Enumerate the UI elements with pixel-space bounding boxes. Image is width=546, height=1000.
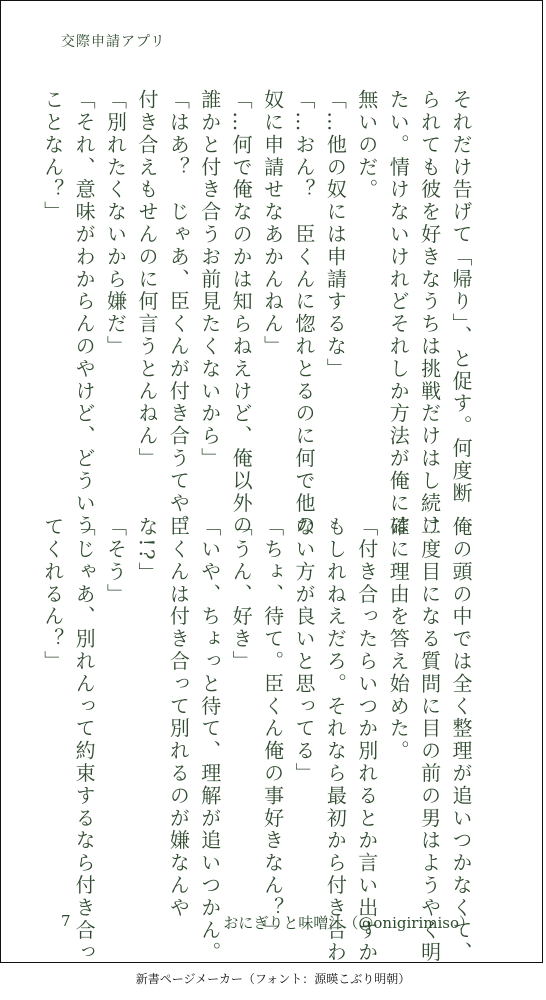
text-line: 「そう」 xyxy=(103,516,128,606)
text-line: 「別れたくないから嫌だ」 xyxy=(103,89,128,358)
text-line: てくれるん？」 xyxy=(40,516,65,673)
text-line: 奴に申請せなあかんねん」 xyxy=(260,89,285,358)
text-line: 「いや、ちょっと待て、理解が追いつかん。 xyxy=(197,516,222,964)
text-line: 「…他の奴には申請するな」 xyxy=(323,89,348,381)
text-line: 「…何で俺なのかは知らねえけど、俺以外の xyxy=(229,89,254,537)
text-line: 「うん、好き」 xyxy=(229,516,254,673)
page-header-title: 交際申請アプリ xyxy=(61,34,166,50)
text-line: 俺の頭の中では全く整理が追いつかなくて、 xyxy=(449,516,473,964)
text-line: 「じゃあ、別れんって約束するなら付き合っ xyxy=(72,516,97,964)
text-line: られても彼を好きなうちは挑戦だけはし続け xyxy=(417,89,442,537)
text-line: 臣くんは付き合って別れるのが嫌なんや xyxy=(166,516,191,920)
upper-text-block xyxy=(36,89,476,537)
text-line: 「それ、意味がわからんのやけど、どういう xyxy=(72,89,97,537)
text-line: たい。情けないけれどそれしか方法が俺には xyxy=(386,89,411,537)
text-line: 二度目になる質問に目の前の男はようやく明 xyxy=(417,516,442,964)
text-line: 「…おん？ 臣くんに惚れとるのに何で他の xyxy=(291,89,316,537)
page-number: 7 xyxy=(61,912,71,930)
text-line: 無いのだ。 xyxy=(354,89,379,201)
text-line: 誰かと付き合うお前見たくないから」 xyxy=(197,89,222,470)
text-line: 「付き合ったらいつか別れるとか言い出すか xyxy=(354,516,379,964)
text-line: な!?」 xyxy=(134,516,159,585)
text-line: もしれねえだろ。それなら最初から付き合わ xyxy=(323,516,348,964)
text-line: ない方が良いと思ってる」 xyxy=(291,516,316,785)
text-line: 付き合えもせんのに何言うとんねん」 xyxy=(134,89,159,470)
text-line: 「はあ？ じゃあ、臣くんが付き合うてや。 xyxy=(166,89,191,537)
text-line: それだけ告げて「帰り」、と促す。何度断 xyxy=(449,89,473,505)
text-line: ことなん？」 xyxy=(40,89,65,224)
author-credit: おにぎりと味噌汁（@onigirimiso） xyxy=(223,914,474,932)
text-line: 確に理由を答え始めた。 xyxy=(386,516,411,763)
text-line: 「ちょ、待て。臣くん俺の事好きなん？」 xyxy=(260,516,285,942)
footer-caption: 新書ページメーカー（フォント：源暎こぶり明朝） xyxy=(135,972,411,986)
